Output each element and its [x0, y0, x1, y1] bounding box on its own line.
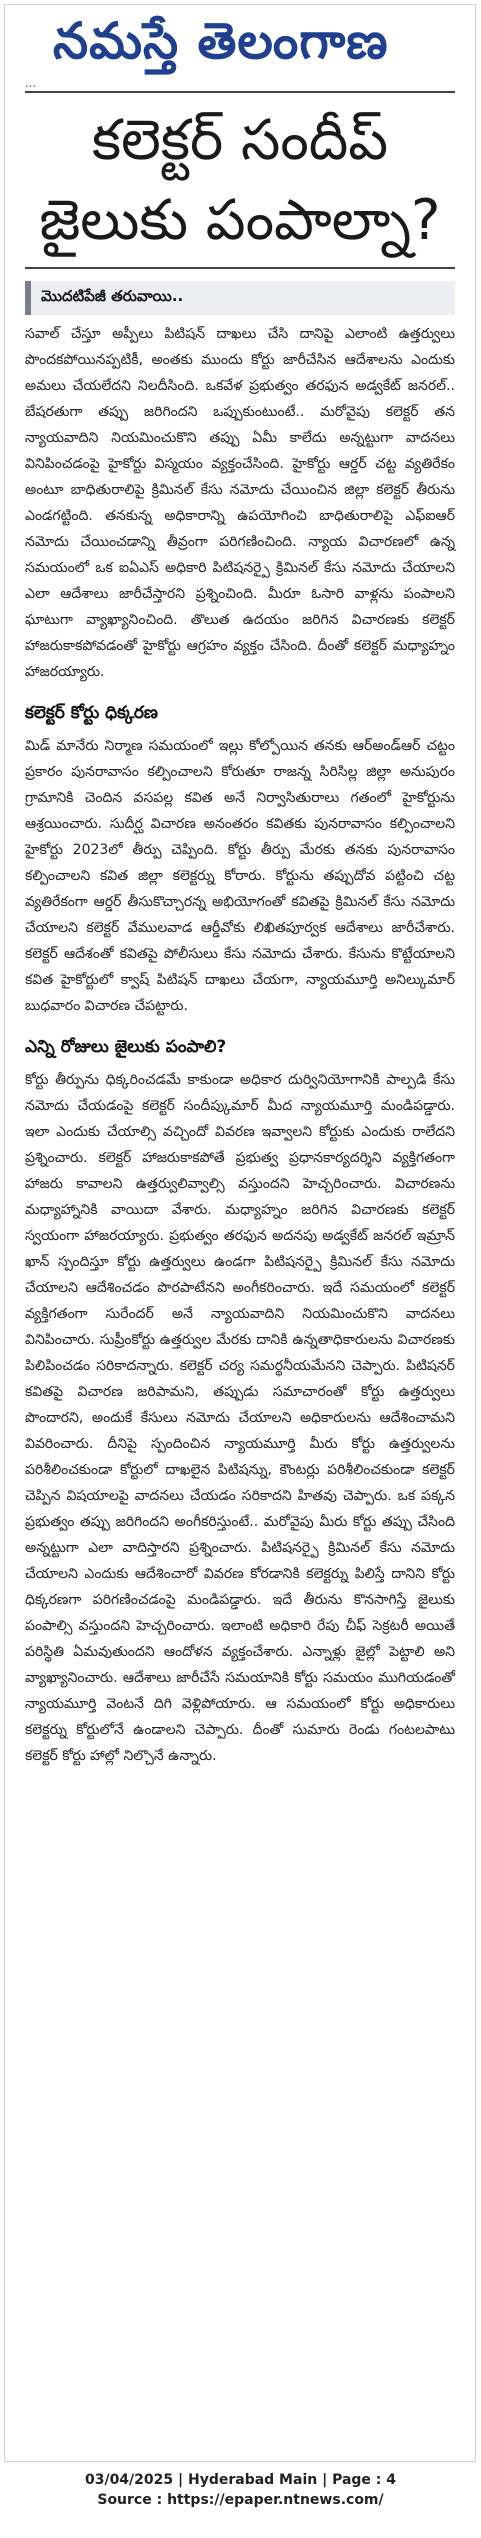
section-title-collector-contempt: కలెక్టర్ కోర్టు ధిక్కరణ — [25, 703, 158, 723]
footer-date-edition: 03/04/2025 | Hyderabad Main | Page : 4 — [84, 2472, 397, 2488]
article-paragraph: కోర్టు తీర్పును ధిక్కరించడమే కాకుండా అధికార దుర్వినియోగానికి పాల్పడి కేసు నమోదు చేయడంపై కలెక్టర్ సందీప్కుమార్ మీద న్యాయమూర్తి మండిపడ్డారు. ఇలా ఎందుకు చేయాల్సి వచ్చిందో వివరణ ఇవ్వాలని కోర్టుకు ఎందుకు రాలేదని ప్రశ్నించారు. కలెక్టర్ హాజరుకాకపోతే ప్రభుత్వ ప్రధానకార్యదర్శిని వ్యక్తిగతంగా హాజరు కావాలని ఉత్తర్వులివ్వాల్సి వస్తుందని హెచ్చరించారు. విచారణను మధ్యాహ్నానికి వాయిదా వేశారు. మధ్యాహ్నం జరిగిన విచారణకు కలెక్టర్ స్వయంగా హాజరయ్యారు. ప్రభుత్వం తరఫున అదనపు అడ్వకేట్ జనరల్ ఇమ్రాన్ ఖాన్ స్పందిస్తూ కోర్టు ఉత్తర్వులు ఉండగా పిటిషనర్పై క్రిమినల్ కేసు నమోదు చేయాలని ఆదేశించడం పొరపాటేనని అంగీకరించారు. ఇదే సమయంలో కలెక్టర్ వ్యక్తిగతంగా సురేందర్ అనే న్యాయవాదిని నియమించుకొని వాదనలు వినిపించారు. సుప్రీంకోర్టు ఉత్తర్వుల మేరకు దానికి ఉన్నతాధికారులను విచారణకు పిలిపించడం సరికాదన్నారు. కలెక్టర్ చర్య సమర్థనీయమేనని చెప్పారు. పిటిషనర్ కవితపై విచారణ జరిపామని, తప్పుడు సమాచారంతో కోర్టు ఉత్తర్వులు పొందారని, అందుకే కేసులు నమోదు చేయాలని అధికారులను ఆదేశించామని వివరించారు. దీనిపై స్పందించిన న్యాయమూర్తి మీరు కోర్టు ఉత్తర్వులను పరిశీలించకుండా కోర్టులో దాఖలైన పిటిషన్ను, కౌంటర్లు పరిశీలించకుండా కలెక్టర్ చెప్పిన విషయాలపై వాదనలు చేయడం సరికాదని హితవు చెప్పారు. ఒక పక్కన ప్రభుత్వం తప్పు జరిగిందని అంగీకరిస్తుంటే.. మరోవైపు మీరు కోర్టు తప్పు చేసింది అన్నట్టుగా ఎలా వాదిస్తారని ప్రశ్నించారు. పిటిషనర్పై క్రిమినల్ కేసు నమోదు చేయాలని ఎందుకు ఆదేశించారో వివరణ కోరడానికి కలెక్టర్ను పిలిస్తే దానిని కోర్టు ధిక్కరణగా పరిగణించడంపై మండిపడ్డారు. ఇదే తీరును కొనసాగిస్తే జైలుకు పంపాల్సి వస్తుందని హెచ్చరించారు. ఇలాంటి అధికారి రేపు చీఫ్ సెక్రటరీ అయితే పరిస్థితి ఏమవుతుందని ఆందోళన వ్యక్తంచేశారు. ఎన్నాళ్లు జైల్లో పెట్టాలి అని వ్యాఖ్యానించారు. ఆదేశాలు జారీచేసే సమయానికి కోర్టు సమయం ముగియడంతో న్యాయమూర్తి వెంటనే దిగి వెళ్లిపోయారు. ఆ సమయంలో కోర్టు అధికారులు కలెక్టర్ను కోర్టులోనే ఉండాలని చెప్పారు. దీంతో సుమారు రెండు గంటలపాటు కలెక్టర్ కోర్టు హాల్లో నిల్చొనే ఉన్నారు. — [25, 1072, 455, 1764]
masthead-logo: నమస్తే తెలంగాణ — [53, 11, 389, 70]
section-title-jail-days: ఎన్ని రోజులు జైలుకు పంపాలి? — [25, 1037, 227, 1057]
article-headline: కలెక్టర్ సందీప్ జైలుకు పంపాల్నా? — [25, 93, 455, 269]
article-paragraph: సవాల్ చేస్తూ అప్పీలు పిటిషన్ దాఖలు చేసి దానిపై ఎలాంటి ఉత్తర్వులు పొందకపోయినప్పటికీ, అంతకు ముందు కోర్టు జారీచేసిన ఆదేశాలను ఎందుకు అమలు చేయలేదని నిలదీసింది. ఒకవేళ ప్రభుత్వం తరఫున అడ్వకేట్ జనరల్.. బేషరతుగా తప్పు జరిగిందని ఒప్పుకుంటుంటే.. మరోవైపు కలెక్టర్ తన న్యాయవాదిని నియమించుకొని తప్పు ఏమీ కాలేదు అన్నట్టుగా వాదనలు వినిపించడంపై హైకోర్టు విస్మయం వ్యక్తంచేసింది. హైకోర్టు ఆర్డర్ చట్ట వ్యతిరేకం అంటూ బాధితురాలిపై క్రిమినల్ కేసు నమోదు చేయించిన జిల్లా కలెక్టర్ తీరును ఎండగట్టింది. తనకున్న అధికారాన్ని ఉపయోగించి బాధితురాలిపై ఎఫ్ఐఆర్ నమోదు చేయించడాన్ని తీవ్రంగా పరిగణించింది. న్యాయ విచారణలో ఉన్న సమయంలో ఒక ఐఏఎస్ అధికారి పిటిషనర్పై క్రిమినల్ కేసు నమోదు చేయాలని ఎలా ఆదేశాలు జారీచేస్తారని ప్రశ్నించింది. మీరూ ఓసారి వాళ్లను పంపాలని ఘాటుగా వ్యాఖ్యానించింది. తొలుత ఉదయం జరిగిన విచారణకు కలెక్టర్ హాజరుకాకపోవడంతో హైకోర్టు ఆగ్రహం వ్యక్తం చేసింది. దీంతో కలెక్టర్ మధ్యాహ్నం హాజరయ్యారు. — [25, 326, 455, 680]
article-paragraph: మిడ్ మానేరు నిర్మాణ సమయంలో ఇల్లు కోల్పోయిన తనకు ఆర్అండ్ఆర్ చట్టం ప్రకారం పునరావాసం కల్పించాలని కోరుతూ రాజన్న సిరిసిల్ల జిల్లా అనుపురం గ్రామానికి చెందిన వసపల్ల కవిత అనే నిర్వాసితురాలు గతంలో హైకోర్టును ఆశ్రయించారు. సుదీర్ఘ విచారణ అనంతరం కవితకు పునరావాసం కల్పించాలని హైకోర్టు 2023లో తీర్పు చెప్పింది. కోర్టు తీర్పు మేరకు తనకు పునరావాసం కల్పించాలని కవిత జిల్లా కలెక్టర్ను కోరారు. కోర్టును తప్పుదోవ పట్టించి చట్ట వ్యతిరేకంగా ఆర్డర్ తీసుకొచ్చారన్న అభియోగంతో కవితపై క్రిమినల్ కేసు నమోదు చేయాలని కలెక్టర్ వేములవాడ ఆర్డీవోకు లిఖితపూర్వక ఆదేశాలు జారీచేశారు. కలెక్టర్ ఆదేశంతో కవితపై పోలీసులు కేసు నమోదు చేశారు. కేసును కొట్టేయాలని కవిత హైకోర్టులో క్వాష్ పిటిషన్ దాఖలు చేయగా, న్యాయమూర్తి అనిల్కుమార్ బుధవారం విచారణ చేపట్టారు. — [25, 738, 455, 1014]
continued-from-label: మొదటిపేజీ తరువాయి.. — [25, 281, 455, 315]
top-cut-text: … — [25, 77, 455, 93]
page-footer — [0, 2470, 481, 2510]
footer-source-link[interactable]: Source : https://epaper.ntnews.com/ — [97, 2492, 384, 2508]
newspaper-masthead — [5, 5, 475, 77]
article-clipping — [4, 4, 476, 2462]
